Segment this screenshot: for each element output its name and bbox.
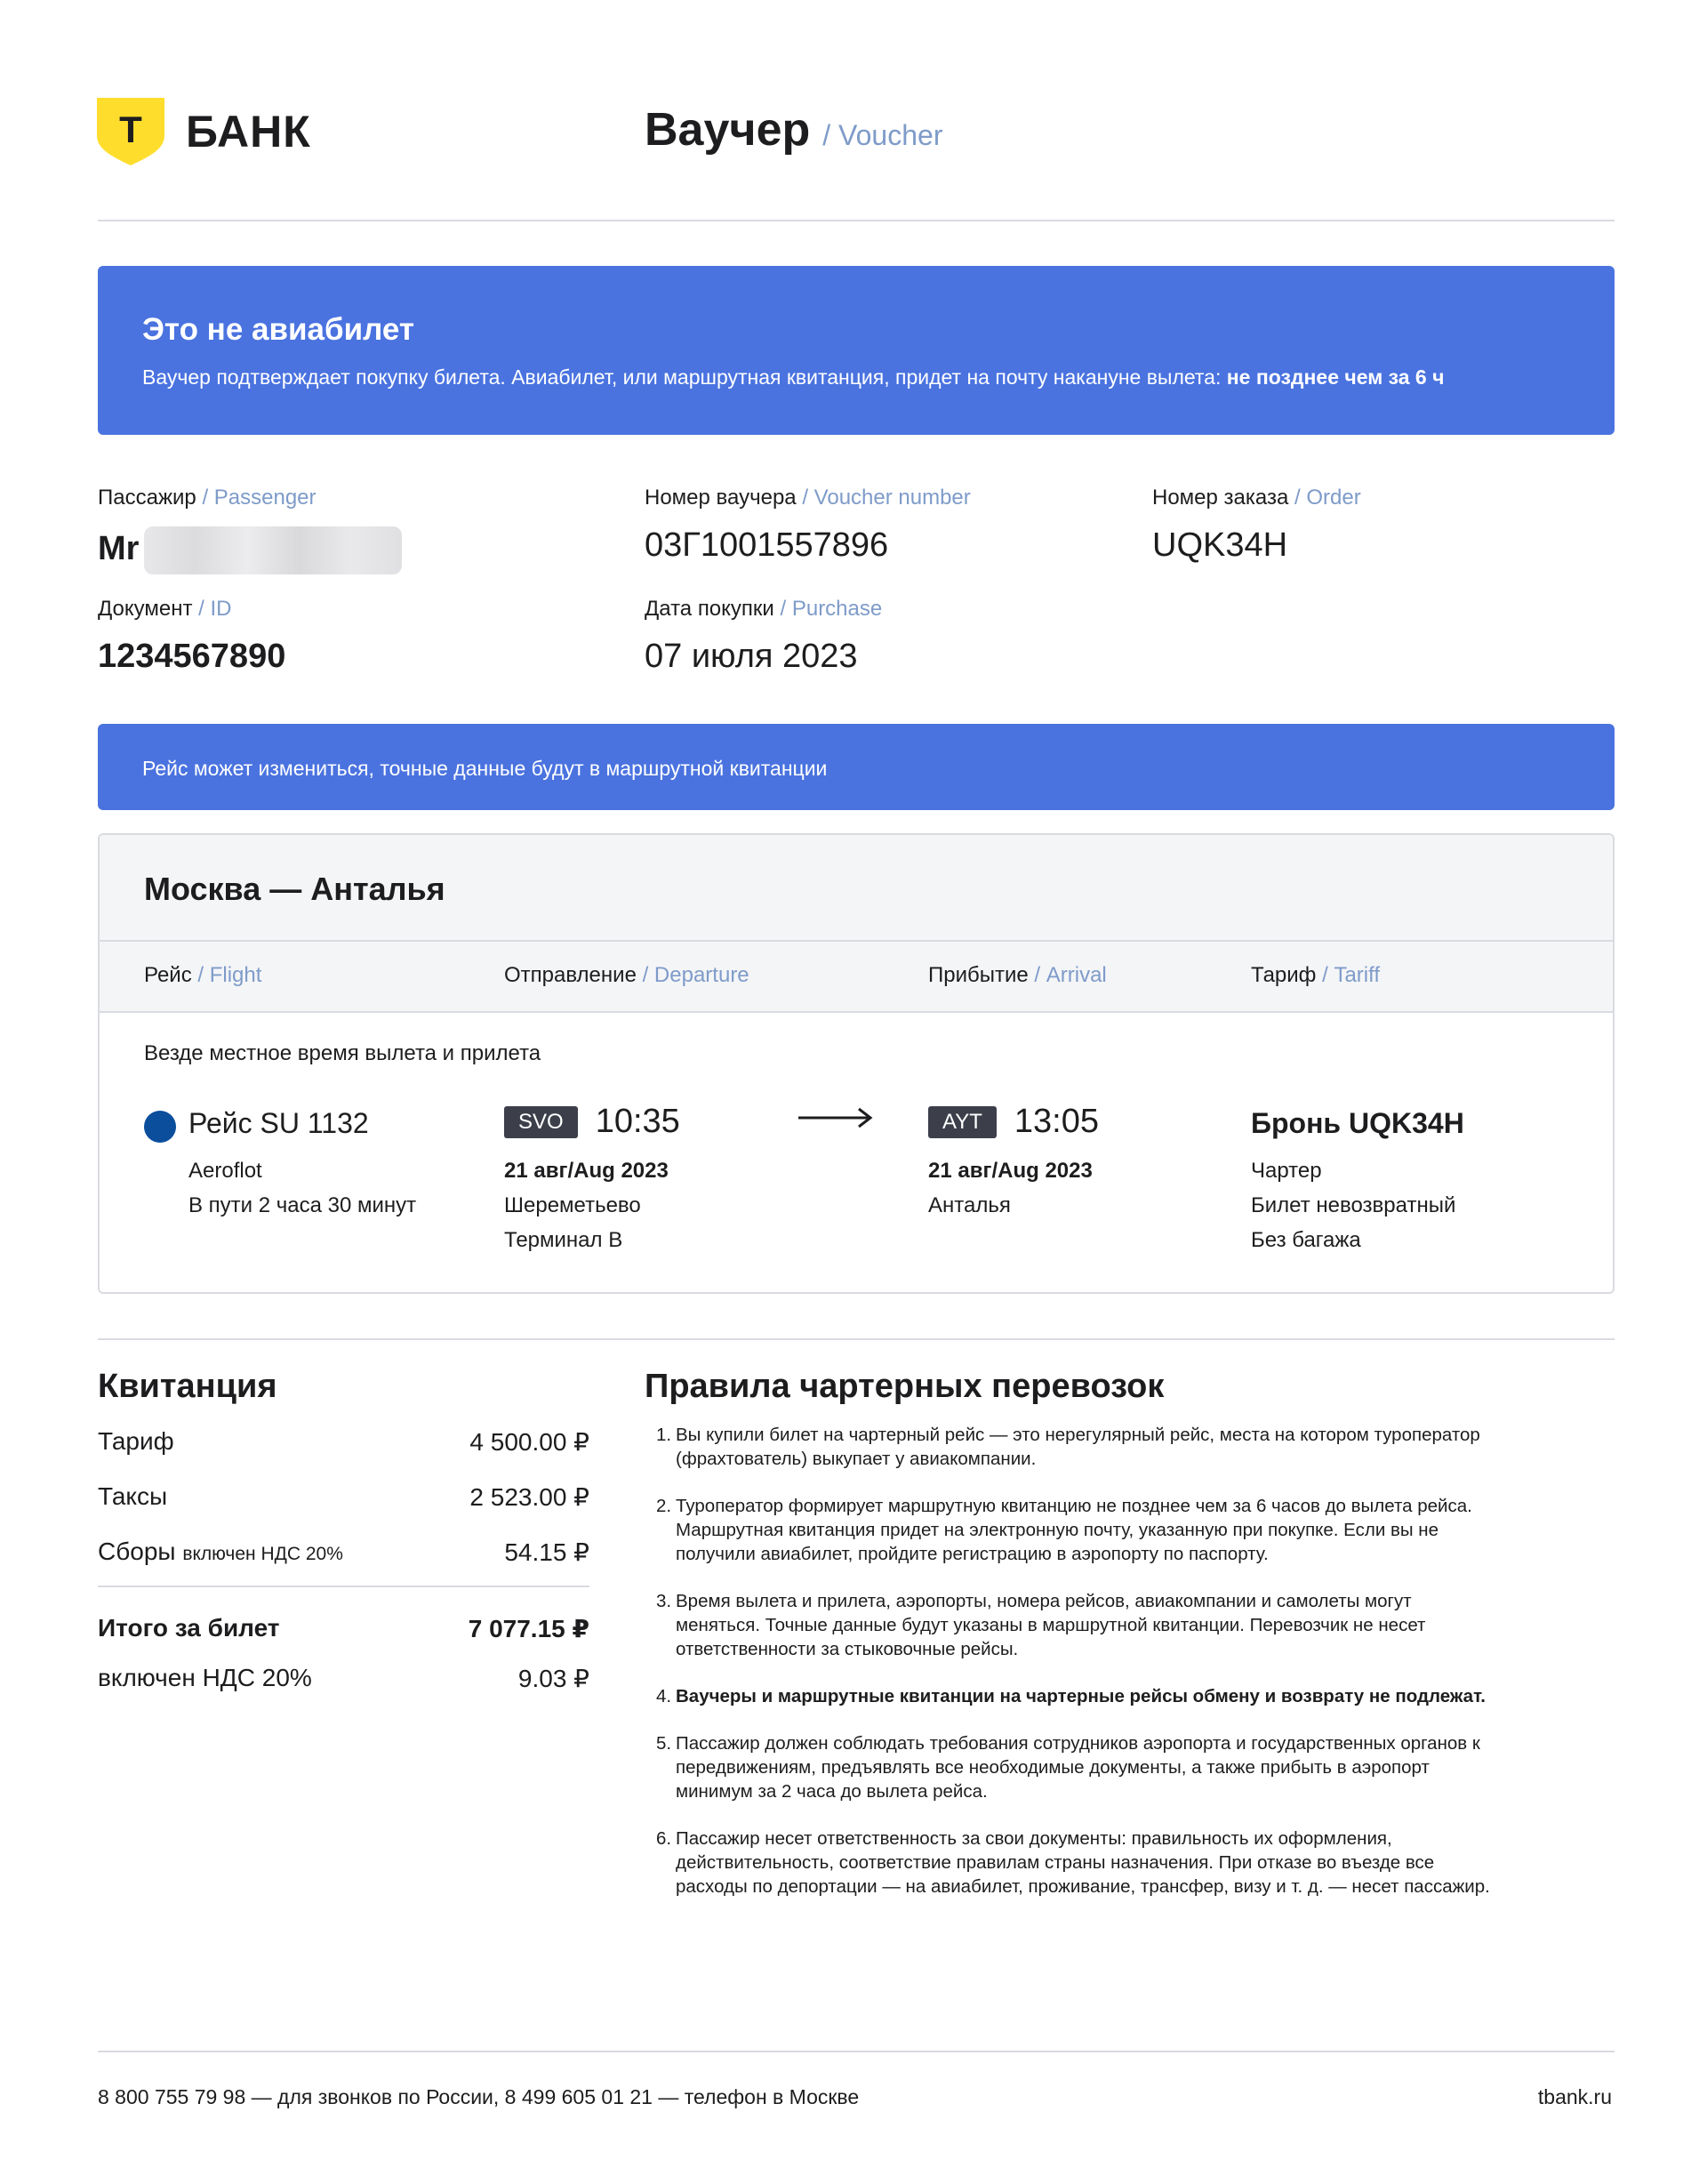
aeroflot-logo-icon <box>144 1111 176 1143</box>
col-flight: Рейс / Flight <box>144 963 262 987</box>
booking-code: Бронь UQK34H <box>1251 1107 1464 1139</box>
departure-terminal: Терминал B <box>504 1228 623 1252</box>
flight-columns-header <box>100 942 1613 1013</box>
footer-phones: 8 800 755 79 98 — для звонков по России, 8 499 605 01 21 — телефон в Москве <box>98 2085 860 2108</box>
rules-title: Правила чартерных перевозок <box>645 1368 1165 1405</box>
departure-time: 10:35 <box>595 1103 680 1140</box>
col-tariff: Тариф / Tariff <box>1251 963 1381 987</box>
flight-card <box>98 833 1615 1294</box>
rule-item: 4. Ваучеры и маршрутные квитанции на чартерные рейсы обмену и возврату не подлежат. <box>656 1686 1486 1706</box>
footer-divider <box>98 2051 1615 2052</box>
col-arrival: Прибытие / Arrival <box>928 963 1107 987</box>
section-divider <box>98 1338 1615 1340</box>
footer-site-link[interactable]: tbank.ru <box>1537 2085 1612 2108</box>
banner-title: Это не авиабилет <box>142 312 415 347</box>
col-departure: Отправление / Departure <box>504 963 749 987</box>
route-title: Москва — Анталья <box>144 871 445 907</box>
header-divider <box>98 220 1615 221</box>
tbank-shield-icon <box>95 96 166 167</box>
departure-time-row <box>504 1103 680 1141</box>
receipt-row-total: Итого за билет 7 077.15 ₽ <box>98 1614 589 1642</box>
receipt-row-fees: Сборы включен НДС 20% 54.15 ₽ <box>98 1538 589 1566</box>
fees-vat-note: включен НДС 20% <box>182 1544 343 1564</box>
refund-policy: Билет невозвратный <box>1251 1193 1456 1217</box>
bank-name: БАНК <box>186 107 311 157</box>
document-field: Документ / ID 1234567890 <box>98 597 286 675</box>
passenger-value: Mr <box>98 530 140 568</box>
receipt-title: Квитанция <box>98 1368 277 1405</box>
document-value: 1234567890 <box>98 638 286 675</box>
arrival-city: Анталья <box>928 1193 1011 1217</box>
airline-name: Aeroflot <box>188 1159 262 1183</box>
receipt-divider <box>98 1586 589 1587</box>
title-en: / Voucher <box>822 119 943 151</box>
banner-text-bold: не позднее чем за 6 ч <box>1226 365 1445 389</box>
receipt-row-tariff: Тариф 4 500.00 ₽ <box>98 1427 589 1456</box>
rule-item: 2. Туроператор формирует маршрутную квитанцию не позднее чем за 6 часов до вылета рейса. Маршрутная квитанция придет на электронную почту, указанную при покупке. Если вы не получили авиабилет, пройдите регистрацию в аэропорту по паспорту. <box>656 1496 1472 1564</box>
flight-duration: В пути 2 часа 30 минут <box>188 1193 417 1217</box>
arrival-date: 21 авг/Aug 2023 <box>928 1159 1093 1183</box>
rule-item: 3. Время вылета и прилета, аэропорты, номера рейсов, авиакомпании и самолеты могут меняться. Точные данные будут указаны в маршрутной квитанции. Перевозчик не несет ответственности за стыковочные рейсы. <box>656 1591 1426 1659</box>
order-value: UQK34H <box>1152 526 1288 564</box>
baggage-info: Без багажа <box>1251 1228 1361 1252</box>
purchase-date-field: Дата покупки / Purchase 07 июля 2023 <box>645 597 883 675</box>
receipt-row-taxes: Таксы 2 523.00 ₽ <box>98 1482 589 1511</box>
arrival-time-row <box>928 1103 1099 1141</box>
svg-text:Т: Т <box>119 108 142 150</box>
flight-change-banner <box>98 724 1615 810</box>
flight-card-header <box>100 835 1613 942</box>
voucher-number-value: 03Г1001557896 <box>645 526 889 564</box>
departure-date: 21 авг/Aug 2023 <box>504 1159 669 1183</box>
not-a-ticket-banner <box>98 266 1615 435</box>
page-title <box>645 103 942 157</box>
title-ru: Ваучер <box>645 104 811 156</box>
arrow-right-icon <box>798 1107 873 1128</box>
passenger-field: Пассажир / Passenger Mr <box>98 486 402 574</box>
purchase-date-value: 07 июля 2023 <box>645 638 858 675</box>
rule-item: 5. Пассажир должен соблюдать требования сотрудников аэропорта и государственных органов к передвижениям, предъявлять все необходимые документы, а также прибыть в аэропорт минимум за 2 часа до вылета рейса. <box>656 1733 1480 1802</box>
tariff-type: Чартер <box>1251 1159 1322 1183</box>
local-time-note: Везде местное время вылета и прилета <box>144 1041 541 1065</box>
flight-change-text: Рейс может измениться, точные данные будут в маршрутной квитанции <box>142 757 828 780</box>
tbank-logo <box>95 96 311 167</box>
redacted-name <box>144 526 402 574</box>
rule-item: 6. Пассажир несет ответственность за свои документы: правильность их оформления, действительность, соответствие правилам страны назначения. При отказе во въезде все расходы по депортации — на авиабилет, проживание, трансфер, визу и т. д. — несет пассажир. <box>656 1828 1490 1897</box>
voucher-number-field: Номер ваучера / Voucher number 03Г1001557896 <box>645 486 971 564</box>
order-field: Номер заказа / Order UQK34H <box>1152 486 1361 564</box>
rule-item: 1. Вы купили билет на чартерный рейс — это нерегулярный рейс, места на котором туроператор (фрахтователь) выкупает у авиакомпании. <box>656 1425 1480 1469</box>
receipt-row-vat: включен НДС 20% 9.03 ₽ <box>98 1664 589 1692</box>
banner-text: Ваучер подтверждает покупку билета. Авиабилет, или маршрутная квитанция, придет на почту накануне вылета: не позднее чем за 6 ч <box>142 365 1445 389</box>
arrival-airport-code: AYT <box>928 1106 997 1138</box>
rules-list <box>656 1423 1492 1922</box>
flight-number: Рейс SU 1132 <box>188 1107 369 1139</box>
departure-airport: Шереметьево <box>504 1193 641 1217</box>
departure-airport-code: SVO <box>504 1106 578 1138</box>
arrival-time: 13:05 <box>1014 1103 1099 1140</box>
